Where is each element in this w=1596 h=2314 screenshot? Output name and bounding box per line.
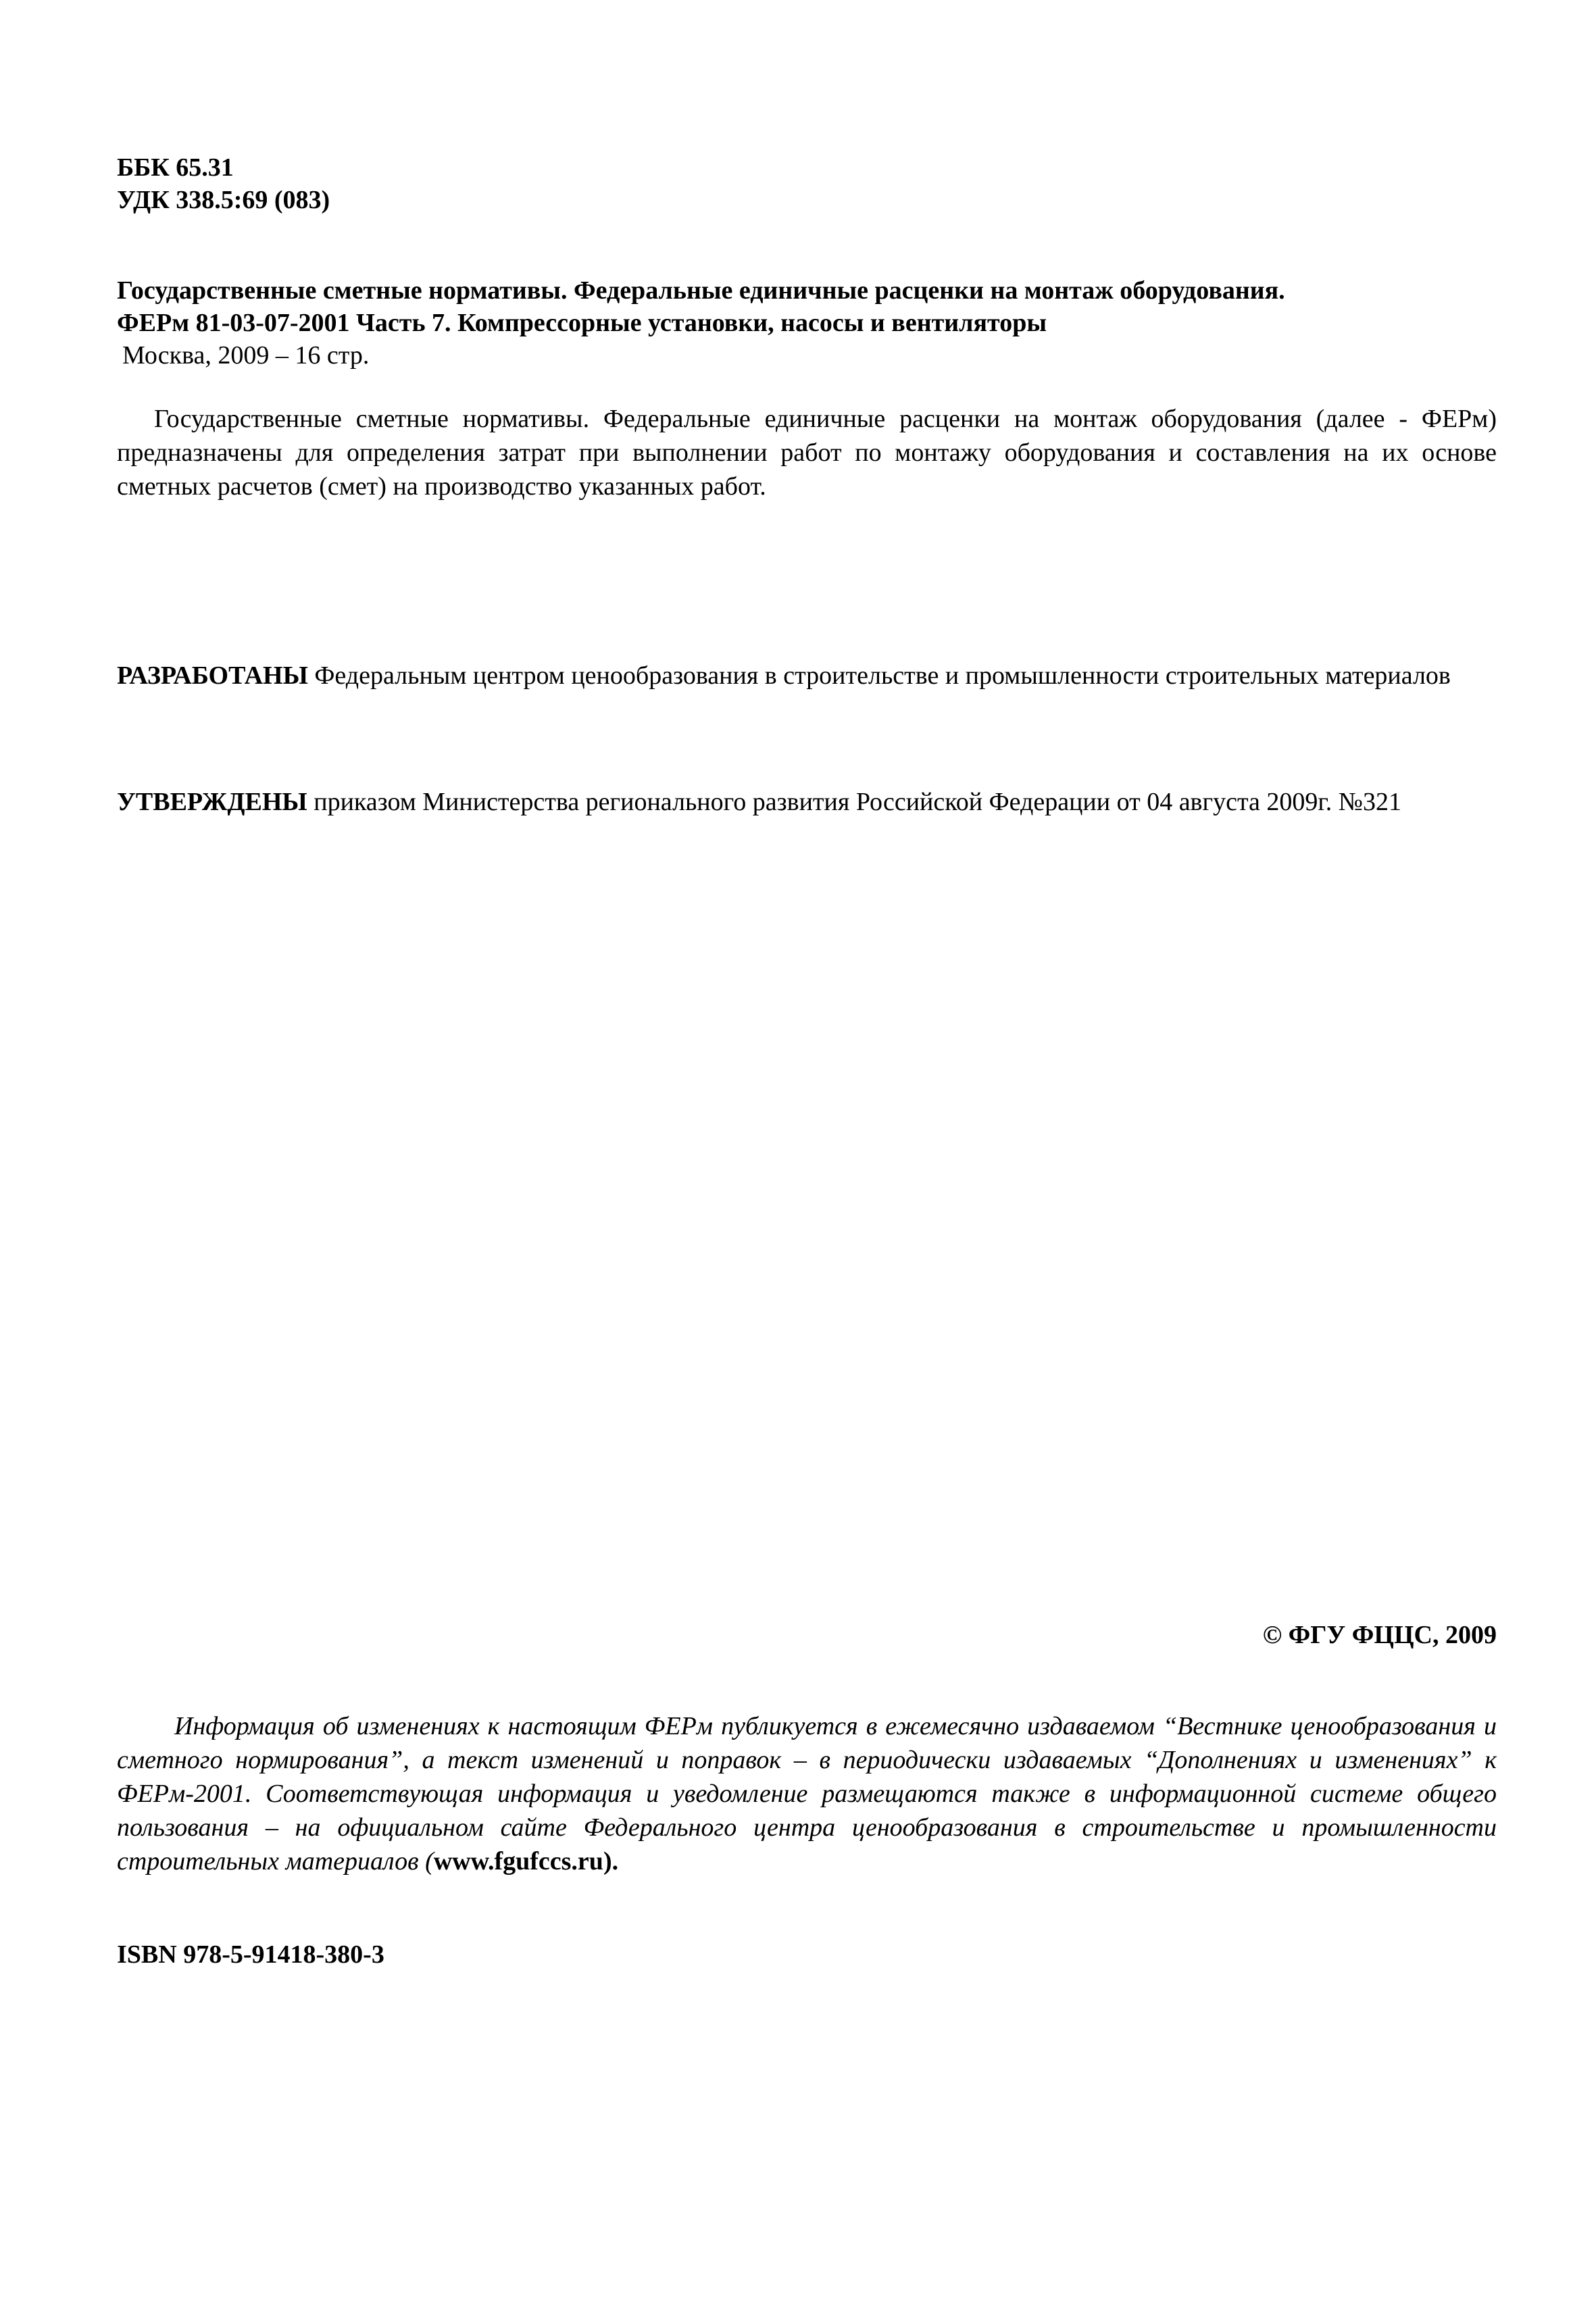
website-link: www.fgufccs.ru bbox=[433, 1847, 603, 1876]
annotation-paragraph: Государственные сметные нормативы. Федеральные единичные расценки на монтаж оборудования (далее - ФЕРм) предназначены для определения затрат при выполнении работ по монтажу оборудования и составления на их основе сметных расчетов (смет) на производство указанных работ. bbox=[117, 405, 1497, 501]
developed-label: РАЗРАБОТАНЫ bbox=[117, 661, 308, 690]
update-info-paragraph bbox=[117, 1709, 1497, 1878]
isbn-number: ISBN 978-5-91418-380-3 bbox=[117, 1940, 384, 1969]
bbk-code: ББК 65.31 bbox=[117, 153, 234, 182]
approved-text: приказом Министерства регионального развития Российской Федерации от 04 августа 2009г. №321 bbox=[307, 788, 1401, 816]
udk-code: УДК 338.5:69 (083) bbox=[117, 186, 330, 214]
title-line-1: Государственные сметные нормативы. Федеральные единичные расценки на монтаж оборудования. bbox=[117, 276, 1285, 305]
publication-info: Москва, 2009 – 16 стр. bbox=[122, 341, 370, 370]
approved-label: УТВЕРЖДЕНЫ bbox=[117, 788, 307, 816]
developed-by bbox=[117, 659, 1497, 693]
update-info-text: Информация об изменениях к настоящим ФЕРм публикуется в ежемесячно издаваемом “Вестнике ценообразования и сметного нормирования”, а текст изменений и поправок – в периодически издаваемых “Дополнениях и изменениях” к ФЕРм-2001. Соответствующая информация и уведомление размещаются также в информационной системе общего пользования – на официальном сайте Федерального центра ценообразования в строительстве и промышленности строительных материалов ( bbox=[117, 1712, 1497, 1876]
update-info-tail: ). bbox=[603, 1847, 619, 1876]
classification-codes bbox=[117, 151, 1497, 216]
approved-by bbox=[117, 785, 1497, 819]
copyright-notice: © ФГУ ФЦЦС, 2009 bbox=[1262, 1621, 1497, 1649]
document-title bbox=[117, 274, 1497, 372]
title-line-2: ФЕРм 81-03-07-2001 Часть 7. Компрессорные установки, насосы и вентиляторы bbox=[117, 309, 1047, 337]
developed-text: Федеральным центром ценообразования в строительстве и промышленности строительных материалов bbox=[307, 661, 1451, 690]
